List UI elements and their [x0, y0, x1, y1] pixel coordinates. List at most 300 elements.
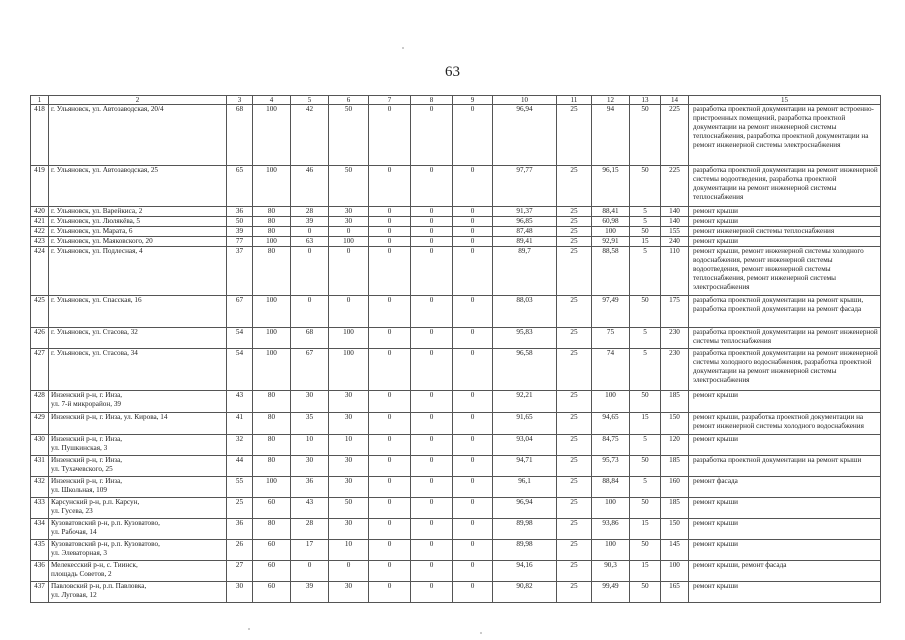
value-cell-c10: 94,16	[493, 561, 557, 582]
value-cell-c9: 0	[453, 207, 493, 217]
works-description-cell: ремонт крыши	[689, 519, 881, 540]
column-number: 8	[411, 96, 453, 105]
table-row	[31, 227, 881, 237]
value-cell-c13: 50	[630, 498, 661, 519]
value-cell-c10: 88,03	[493, 296, 557, 328]
value-cell-c8: 0	[411, 519, 453, 540]
value-cell-c8: 0	[411, 105, 453, 166]
value-cell-c4: 80	[253, 519, 291, 540]
value-cell-c10: 92,21	[493, 391, 557, 413]
address-cell: Кузоватовский р-н, р.п. Кузоватово, ул. Рабочая, 14	[49, 519, 227, 540]
value-cell-c10: 97,77	[493, 166, 557, 207]
value-cell-c9: 0	[453, 435, 493, 456]
value-cell-c8: 0	[411, 477, 453, 498]
value-cell-c14: 225	[661, 166, 689, 207]
value-cell-c6: 100	[329, 349, 369, 391]
value-cell-c8: 0	[411, 296, 453, 328]
value-cell-c11: 25	[557, 296, 592, 328]
value-cell-c3: 41	[227, 413, 253, 435]
value-cell-c11: 25	[557, 207, 592, 217]
value-cell-c10: 96,94	[493, 498, 557, 519]
value-cell-c14: 175	[661, 296, 689, 328]
value-cell-c7: 0	[369, 540, 411, 561]
value-cell-c8: 0	[411, 328, 453, 349]
table-row	[31, 391, 881, 413]
value-cell-c12: 60,98	[592, 217, 630, 227]
value-cell-c4: 100	[253, 237, 291, 247]
column-number: 5	[291, 96, 329, 105]
value-cell-c8: 0	[411, 237, 453, 247]
value-cell-c4: 100	[253, 166, 291, 207]
value-cell-c7: 0	[369, 237, 411, 247]
address-cell: г. Ульяновск, ул. Подлесная, 4	[49, 247, 227, 296]
value-cell-c7: 0	[369, 413, 411, 435]
value-cell-c14: 230	[661, 349, 689, 391]
table-row	[31, 435, 881, 456]
column-number: 15	[689, 96, 881, 105]
value-cell-c9: 0	[453, 561, 493, 582]
value-cell-c12: 94	[592, 105, 630, 166]
column-number: 10	[493, 96, 557, 105]
value-cell-c14: 240	[661, 237, 689, 247]
table-row	[31, 237, 881, 247]
value-cell-c10: 93,04	[493, 435, 557, 456]
column-number-row	[31, 96, 881, 105]
value-cell-c7: 0	[369, 328, 411, 349]
value-cell-c11: 25	[557, 435, 592, 456]
value-cell-c3: 30	[227, 582, 253, 603]
value-cell-c4: 80	[253, 247, 291, 296]
value-cell-c3: 67	[227, 296, 253, 328]
value-cell-c13: 50	[630, 166, 661, 207]
value-cell-c11: 25	[557, 217, 592, 227]
value-cell-c9: 0	[453, 456, 493, 477]
value-cell-c14: 230	[661, 328, 689, 349]
works-description-cell: разработка проектной документации на ремонт инженерной системы теплоснабжения	[689, 328, 881, 349]
value-cell-c12: 90,3	[592, 561, 630, 582]
value-cell-c7: 0	[369, 217, 411, 227]
value-cell-c14: 225	[661, 105, 689, 166]
row-number: 430	[31, 435, 49, 456]
value-cell-c8: 0	[411, 349, 453, 391]
value-cell-c5: 39	[291, 582, 329, 603]
address-cell: Инзенский р-н, г. Инза, ул. Тухачевского, 25	[49, 456, 227, 477]
value-cell-c14: 185	[661, 391, 689, 413]
value-cell-c3: 25	[227, 498, 253, 519]
value-cell-c5: 28	[291, 519, 329, 540]
value-cell-c9: 0	[453, 540, 493, 561]
value-cell-c14: 185	[661, 456, 689, 477]
value-cell-c11: 25	[557, 328, 592, 349]
value-cell-c5: 63	[291, 237, 329, 247]
value-cell-c13: 50	[630, 227, 661, 237]
value-cell-c12: 88,58	[592, 247, 630, 296]
value-cell-c6: 30	[329, 413, 369, 435]
value-cell-c4: 60	[253, 561, 291, 582]
column-number: 4	[253, 96, 291, 105]
value-cell-c4: 100	[253, 477, 291, 498]
table-row	[31, 207, 881, 217]
value-cell-c4: 80	[253, 456, 291, 477]
table-row	[31, 540, 881, 561]
value-cell-c10: 96,85	[493, 217, 557, 227]
row-number: 426	[31, 328, 49, 349]
value-cell-c3: 44	[227, 456, 253, 477]
value-cell-c6: 30	[329, 456, 369, 477]
value-cell-c9: 0	[453, 349, 493, 391]
value-cell-c14: 160	[661, 477, 689, 498]
value-cell-c11: 25	[557, 561, 592, 582]
value-cell-c12: 100	[592, 227, 630, 237]
repair-program-table	[30, 95, 881, 603]
address-cell: Инзенский р-н, г. Инза, ул. Пушкинская, 3	[49, 435, 227, 456]
value-cell-c12: 100	[592, 540, 630, 561]
value-cell-c3: 26	[227, 540, 253, 561]
value-cell-c14: 110	[661, 247, 689, 296]
works-description-cell: разработка проектной документации на ремонт встроенно-пристроенных помещений, разработка проектной документации на ремонт инженерной системы теплоснабжения, разработка проектной документации на ремонт инженерной системы электроснабжения	[689, 105, 881, 166]
value-cell-c8: 0	[411, 413, 453, 435]
column-number: 1	[31, 96, 49, 105]
value-cell-c10: 87,48	[493, 227, 557, 237]
table-row	[31, 456, 881, 477]
address-cell: г. Ульяновск, ул. Спасская, 16	[49, 296, 227, 328]
row-number: 418	[31, 105, 49, 166]
row-number: 436	[31, 561, 49, 582]
value-cell-c6: 0	[329, 296, 369, 328]
table-row	[31, 477, 881, 498]
works-description-cell: ремонт крыши, разработка проектной документации на ремонт инженерной системы холодного водоснабжения	[689, 413, 881, 435]
value-cell-c11: 25	[557, 105, 592, 166]
address-cell: Инзенский р-н, г. Инза, ул. Школьная, 109	[49, 477, 227, 498]
value-cell-c14: 140	[661, 207, 689, 217]
value-cell-c9: 0	[453, 477, 493, 498]
column-number: 13	[630, 96, 661, 105]
value-cell-c10: 90,82	[493, 582, 557, 603]
value-cell-c6: 30	[329, 582, 369, 603]
works-description-cell: разработка проектной документации на ремонт крыши	[689, 456, 881, 477]
value-cell-c9: 0	[453, 237, 493, 247]
table-row	[31, 498, 881, 519]
value-cell-c8: 0	[411, 561, 453, 582]
value-cell-c10: 91,65	[493, 413, 557, 435]
table-row	[31, 349, 881, 391]
value-cell-c5: 0	[291, 561, 329, 582]
value-cell-c13: 50	[630, 296, 661, 328]
value-cell-c7: 0	[369, 105, 411, 166]
value-cell-c5: 67	[291, 349, 329, 391]
value-cell-c10: 94,71	[493, 456, 557, 477]
value-cell-c14: 120	[661, 435, 689, 456]
value-cell-c4: 100	[253, 105, 291, 166]
value-cell-c14: 150	[661, 519, 689, 540]
value-cell-c11: 25	[557, 477, 592, 498]
value-cell-c5: 30	[291, 391, 329, 413]
value-cell-c5: 30	[291, 456, 329, 477]
value-cell-c5: 46	[291, 166, 329, 207]
value-cell-c12: 95,73	[592, 456, 630, 477]
value-cell-c3: 36	[227, 519, 253, 540]
row-number: 422	[31, 227, 49, 237]
value-cell-c7: 0	[369, 391, 411, 413]
value-cell-c13: 5	[630, 247, 661, 296]
value-cell-c3: 77	[227, 237, 253, 247]
value-cell-c9: 0	[453, 413, 493, 435]
value-cell-c12: 96,15	[592, 166, 630, 207]
value-cell-c11: 25	[557, 456, 592, 477]
value-cell-c5: 10	[291, 435, 329, 456]
value-cell-c5: 43	[291, 498, 329, 519]
value-cell-c14: 100	[661, 561, 689, 582]
column-number: 2	[49, 96, 227, 105]
address-cell: Инзенский р-н, г. Инза, ул. 7-й микрорайон, 39	[49, 391, 227, 413]
value-cell-c4: 60	[253, 540, 291, 561]
row-number: 435	[31, 540, 49, 561]
row-number: 432	[31, 477, 49, 498]
works-description-cell: ремонт крыши	[689, 217, 881, 227]
value-cell-c3: 32	[227, 435, 253, 456]
value-cell-c13: 50	[630, 582, 661, 603]
address-cell: г. Ульяновск, ул. Варейкиса, 2	[49, 207, 227, 217]
column-number: 12	[592, 96, 630, 105]
value-cell-c10: 96,58	[493, 349, 557, 391]
works-description-cell: разработка проектной документации на ремонт инженерной системы холодного водоснабжения, разработка проектной документации на ремонт инженерной системы электроснабжения	[689, 349, 881, 391]
row-number: 433	[31, 498, 49, 519]
table-row	[31, 413, 881, 435]
page-number: 63	[445, 64, 460, 80]
value-cell-c3: 39	[227, 227, 253, 237]
address-cell: г. Ульяновск, ул. Стасова, 32	[49, 328, 227, 349]
address-cell: г. Ульяновск, ул. Марата, 6	[49, 227, 227, 237]
value-cell-c8: 0	[411, 435, 453, 456]
row-number: 428	[31, 391, 49, 413]
value-cell-c6: 50	[329, 166, 369, 207]
address-cell: Карсунский р-н, р.п. Карсун, ул. Гусева, 23	[49, 498, 227, 519]
value-cell-c11: 25	[557, 237, 592, 247]
value-cell-c5: 36	[291, 477, 329, 498]
value-cell-c5: 68	[291, 328, 329, 349]
value-cell-c7: 0	[369, 227, 411, 237]
value-cell-c12: 100	[592, 498, 630, 519]
value-cell-c3: 68	[227, 105, 253, 166]
value-cell-c12: 75	[592, 328, 630, 349]
value-cell-c7: 0	[369, 456, 411, 477]
table-row	[31, 519, 881, 540]
value-cell-c9: 0	[453, 227, 493, 237]
value-cell-c11: 25	[557, 391, 592, 413]
column-number: 3	[227, 96, 253, 105]
value-cell-c7: 0	[369, 582, 411, 603]
value-cell-c9: 0	[453, 582, 493, 603]
value-cell-c10: 89,98	[493, 519, 557, 540]
value-cell-c14: 165	[661, 582, 689, 603]
value-cell-c5: 39	[291, 217, 329, 227]
value-cell-c8: 0	[411, 540, 453, 561]
value-cell-c6: 30	[329, 519, 369, 540]
works-description-cell: ремонт крыши	[689, 582, 881, 603]
value-cell-c14: 185	[661, 498, 689, 519]
value-cell-c4: 80	[253, 207, 291, 217]
value-cell-c6: 0	[329, 227, 369, 237]
works-description-cell: ремонт крыши	[689, 207, 881, 217]
value-cell-c13: 5	[630, 217, 661, 227]
value-cell-c7: 0	[369, 247, 411, 296]
value-cell-c4: 80	[253, 391, 291, 413]
address-cell: г. Ульяновск, ул. Стасова, 34	[49, 349, 227, 391]
value-cell-c4: 80	[253, 217, 291, 227]
value-cell-c6: 100	[329, 237, 369, 247]
address-cell: г. Ульяновск, ул. Автозаводская, 25	[49, 166, 227, 207]
value-cell-c6: 30	[329, 207, 369, 217]
address-cell: Кузоватовский р-н, р.п. Кузоватово, ул. Элеваторная, 3	[49, 540, 227, 561]
value-cell-c9: 0	[453, 247, 493, 296]
table-row	[31, 328, 881, 349]
works-description-cell: разработка проектной документации на ремонт крыши, разработка проектной документации на ремонт фасада	[689, 296, 881, 328]
address-cell: г. Ульяновск, ул. Люлякёва, 5	[49, 217, 227, 227]
value-cell-c3: 27	[227, 561, 253, 582]
value-cell-c12: 100	[592, 391, 630, 413]
row-number: 427	[31, 349, 49, 391]
value-cell-c14: 150	[661, 413, 689, 435]
value-cell-c7: 0	[369, 349, 411, 391]
value-cell-c9: 0	[453, 296, 493, 328]
value-cell-c9: 0	[453, 105, 493, 166]
value-cell-c10: 89,7	[493, 247, 557, 296]
column-number: 7	[369, 96, 411, 105]
value-cell-c12: 88,41	[592, 207, 630, 217]
value-cell-c14: 140	[661, 217, 689, 227]
works-description-cell: ремонт крыши	[689, 435, 881, 456]
column-number: 11	[557, 96, 592, 105]
works-description-cell: ремонт крыши	[689, 540, 881, 561]
value-cell-c13: 15	[630, 519, 661, 540]
column-number: 9	[453, 96, 493, 105]
works-description-cell: разработка проектной документации на ремонт инженерной системы водоотведения, разработка проектной документации на ремонт инженерной системы теплоснабжения	[689, 166, 881, 207]
value-cell-c11: 25	[557, 349, 592, 391]
value-cell-c5: 42	[291, 105, 329, 166]
table-row	[31, 166, 881, 207]
value-cell-c3: 54	[227, 328, 253, 349]
value-cell-c7: 0	[369, 477, 411, 498]
value-cell-c5: 0	[291, 227, 329, 237]
value-cell-c4: 100	[253, 349, 291, 391]
value-cell-c8: 0	[411, 582, 453, 603]
works-description-cell: ремонт инженерной системы теплоснабжения	[689, 227, 881, 237]
value-cell-c13: 15	[630, 561, 661, 582]
value-cell-c13: 5	[630, 349, 661, 391]
address-cell: Мелекесский р-н, с. Тиинск, площадь Советов, 2	[49, 561, 227, 582]
value-cell-c6: 0	[329, 247, 369, 296]
table-row	[31, 247, 881, 296]
value-cell-c12: 97,49	[592, 296, 630, 328]
value-cell-c12: 93,86	[592, 519, 630, 540]
value-cell-c12: 84,75	[592, 435, 630, 456]
table-row	[31, 561, 881, 582]
value-cell-c4: 80	[253, 413, 291, 435]
works-description-cell: ремонт крыши	[689, 498, 881, 519]
value-cell-c7: 0	[369, 435, 411, 456]
value-cell-c9: 0	[453, 328, 493, 349]
value-cell-c3: 54	[227, 349, 253, 391]
value-cell-c11: 25	[557, 227, 592, 237]
value-cell-c8: 0	[411, 456, 453, 477]
row-number: 424	[31, 247, 49, 296]
value-cell-c8: 0	[411, 391, 453, 413]
value-cell-c6: 30	[329, 217, 369, 227]
value-cell-c3: 43	[227, 391, 253, 413]
value-cell-c12: 88,84	[592, 477, 630, 498]
value-cell-c6: 0	[329, 561, 369, 582]
value-cell-c3: 55	[227, 477, 253, 498]
value-cell-c8: 0	[411, 166, 453, 207]
value-cell-c6: 50	[329, 498, 369, 519]
value-cell-c13: 5	[630, 328, 661, 349]
value-cell-c13: 15	[630, 413, 661, 435]
value-cell-c10: 89,41	[493, 237, 557, 247]
value-cell-c5: 35	[291, 413, 329, 435]
value-cell-c13: 50	[630, 540, 661, 561]
works-description-cell: ремонт крыши, ремонт инженерной системы холодного водоснабжения, ремонт инженерной системы водоотведения, ремонт инженерной системы теплоснабжения, ремонт инженерной системы электроснабжения	[689, 247, 881, 296]
row-number: 423	[31, 237, 49, 247]
value-cell-c13: 5	[630, 435, 661, 456]
value-cell-c4: 60	[253, 582, 291, 603]
value-cell-c7: 0	[369, 207, 411, 217]
value-cell-c8: 0	[411, 217, 453, 227]
value-cell-c12: 74	[592, 349, 630, 391]
works-description-cell: ремонт крыши, ремонт фасада	[689, 561, 881, 582]
value-cell-c4: 80	[253, 435, 291, 456]
value-cell-c8: 0	[411, 498, 453, 519]
works-description-cell: ремонт фасада	[689, 477, 881, 498]
value-cell-c6: 50	[329, 105, 369, 166]
value-cell-c3: 65	[227, 166, 253, 207]
row-number: 421	[31, 217, 49, 227]
value-cell-c6: 10	[329, 435, 369, 456]
works-description-cell: ремонт крыши	[689, 237, 881, 247]
value-cell-c11: 25	[557, 498, 592, 519]
value-cell-c7: 0	[369, 561, 411, 582]
value-cell-c14: 155	[661, 227, 689, 237]
value-cell-c3: 36	[227, 207, 253, 217]
table-row	[31, 296, 881, 328]
value-cell-c12: 92,91	[592, 237, 630, 247]
value-cell-c10: 95,83	[493, 328, 557, 349]
value-cell-c9: 0	[453, 519, 493, 540]
value-cell-c10: 96,1	[493, 477, 557, 498]
column-number: 6	[329, 96, 369, 105]
value-cell-c6: 10	[329, 540, 369, 561]
value-cell-c11: 25	[557, 413, 592, 435]
value-cell-c10: 91,37	[493, 207, 557, 217]
row-number: 431	[31, 456, 49, 477]
value-cell-c9: 0	[453, 391, 493, 413]
value-cell-c11: 25	[557, 166, 592, 207]
value-cell-c11: 25	[557, 582, 592, 603]
row-number: 429	[31, 413, 49, 435]
address-cell: г. Ульяновск, ул. Маяковского, 20	[49, 237, 227, 247]
value-cell-c4: 60	[253, 498, 291, 519]
value-cell-c9: 0	[453, 166, 493, 207]
column-number: 14	[661, 96, 689, 105]
value-cell-c8: 0	[411, 207, 453, 217]
value-cell-c13: 5	[630, 477, 661, 498]
value-cell-c11: 25	[557, 519, 592, 540]
scan-speck	[402, 47, 404, 49]
value-cell-c5: 17	[291, 540, 329, 561]
value-cell-c13: 50	[630, 105, 661, 166]
value-cell-c5: 0	[291, 296, 329, 328]
value-cell-c7: 0	[369, 498, 411, 519]
value-cell-c13: 50	[630, 391, 661, 413]
